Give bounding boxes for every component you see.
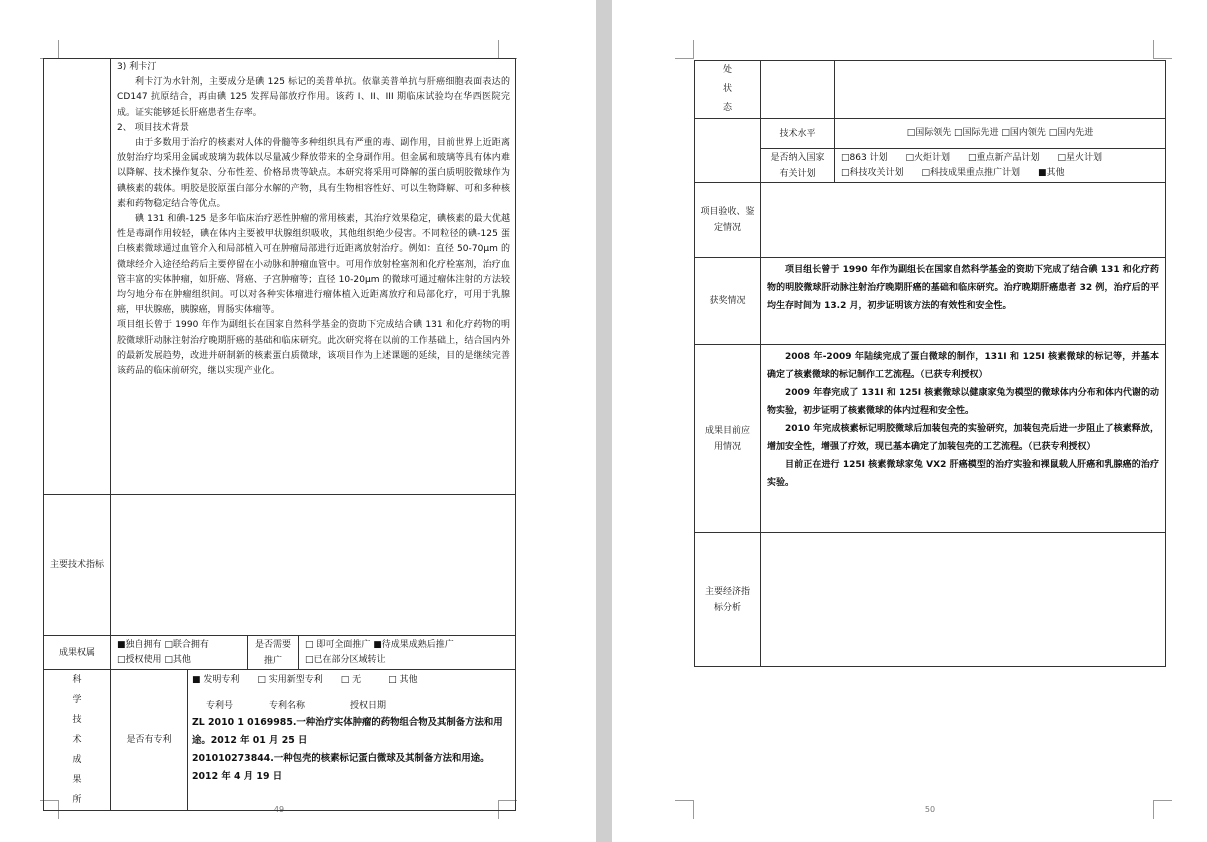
patent-types: ■ 发明专利 □ 实用新型专利 □ 无 □ 其他 — [192, 675, 418, 685]
drug-heading: 3) 利卡汀 — [117, 62, 157, 72]
background-heading: 2、 项目技术背景 — [117, 122, 190, 133]
plan-line-2: □科技攻关计划 □科技成果重点推广计划 ■其他 — [841, 167, 1065, 178]
ownership-line-1: ■独自拥有 □联合拥有 — [117, 639, 209, 650]
label-nat-plan: 是否纳入国家有关计划 — [761, 149, 835, 183]
label-awards: 获奖情况 — [695, 258, 761, 345]
awards-paragraph: 项目组长曾于 1990 年作为副组长在国家自然科学基金的资助下完成了结合碘 131 和化疗药物的明胶微球肝动脉注射治疗晚期肝癌的基础和临床研究。治疗晚期肝癌患者 32 例，治疗后的平均生存时间为 13.2 月，初步证明该方法的有效性和安全性。 — [767, 265, 1159, 311]
project-description — [111, 59, 516, 495]
location-status-a — [761, 61, 835, 119]
economic-value — [761, 533, 1166, 667]
page-gap — [596, 0, 612, 842]
promote-options — [299, 636, 516, 670]
application-paragraph-4: 目前正在进行 125I 核素微球家兔 VX2 肝癌模型的治疗实验和裸鼠载人肝癌和乳腺癌的治疗实验。 — [767, 460, 1159, 488]
application-value — [761, 345, 1166, 533]
promote-line-1: □ 即可全面推广 ■待成果成熟后推广 — [305, 639, 454, 650]
ownership-options — [111, 636, 248, 670]
document-page-left — [0, 0, 596, 842]
patent-entry-1: ZL 2010 1 0169985.一种治疗实体肿瘤的药物组合物及其制备方法和用途。2012 年 01 月 25 日 — [192, 717, 503, 746]
page-number: 49 — [273, 805, 285, 814]
patent-header: 专利号 专利名称 授权日期 — [206, 701, 387, 711]
label-tech-level: 技术水平 — [761, 119, 835, 149]
crop-mark — [675, 40, 694, 59]
page-number: 50 — [924, 805, 936, 814]
drug-paragraph: 利卡汀为水针剂，主要成分是碘 125 标记的美普单抗。依靠美普单抗与肝癌细胞表面表达的 CD147 抗原结合，再由碘 125 发挥局部放疗作用。该药 I、II、III 期临床试验均在华西医院完成。证实能够延长肝癌患者生存率。 — [117, 77, 510, 118]
tech-level-options: □国际领先 □国际先进 □国内领先 □国内先进 — [835, 119, 1166, 149]
location-status-b — [835, 61, 1166, 119]
crop-mark — [1153, 40, 1172, 59]
acceptance-value — [761, 183, 1166, 258]
patent-details — [188, 670, 516, 811]
promote-line-2: □已在部分区域转让 — [305, 654, 386, 665]
label-economic: 主要经济指标分析 — [695, 533, 761, 667]
plan-options — [835, 149, 1166, 183]
form-table-left — [43, 58, 516, 811]
crop-mark — [498, 40, 517, 59]
plan-line-1: □863 计划 □火炬计划 □重点新产品计划 □星火计划 — [841, 152, 1103, 163]
document-page-right — [612, 0, 1207, 842]
label-has-patent: 是否有专利 — [111, 670, 188, 811]
label-cell-empty — [44, 59, 111, 495]
label-sci-results: 科学技术成果所 — [44, 670, 111, 811]
application-paragraph-1: 2008 年-2009 年陆续完成了蛋白微球的制作，131I 和 125I 核素微球的标记等，并基本确定了核素微球的标记制作工艺流程。（已获专利授权） — [767, 352, 1159, 380]
background-paragraph-1: 由于多数用于治疗的核素对人体的骨髓等多种组织具有严重的毒、副作用，目前世界上近距离放射治疗均采用金属或玻璃为载体以尽量减少释放带来的全身副作用。但金属和玻璃等具有体内难以降解、技术操作复杂、分布性差、价格昂贵等缺点。本研究将采用可降解的蛋白质明胶微球作为碘核素的载体。明胶是胶原蛋白部分水解的产物，具有生物相容性好、可以生物降解、可和多种核素和药物稳定结合等优点。 — [117, 138, 510, 209]
label-acceptance: 项目验收、鉴定情况 — [695, 183, 761, 258]
ownership-line-2: □授权使用 □其他 — [117, 654, 191, 665]
crop-mark — [675, 800, 694, 819]
tech-indicators-value — [111, 495, 516, 636]
crop-mark — [40, 40, 59, 59]
label-cell-empty — [695, 119, 761, 183]
background-paragraph-3: 项目组长曾于 1990 年作为副组长在国家自然科学基金的资助下完成结合碘 131 和化疗药物的明胶微球肝动脉注射治疗晚期肝癌的基础和临床研究。此次研究将在以前的工作基础上，结合国内外的最新发展趋势，改进并研制新的核素蛋白质微球，该项目作为上述课题的延续，目的是继续完善该药品的临床前研究，继以实现产业化。 — [117, 320, 510, 377]
application-paragraph-2: 2009 年春完成了 131I 和 125I 核素微球以健康家兔为模型的微球体内分布和体内代谢的动物实验，初步证明了核素微球的体内过程和安全性。 — [767, 388, 1159, 416]
crop-mark — [1153, 800, 1172, 819]
awards-value — [761, 258, 1166, 345]
patent-entry-2: 201010273844.一种包壳的核素标记蛋白微球及其制备方法和用途。2012 年 4 月 19 日 — [192, 753, 490, 782]
label-promote: 是否需要推广 — [248, 636, 299, 670]
application-paragraph-3: 2010 年完成核素标记明胶微球后加装包壳的实验研究，加装包壳后进一步阻止了核素释放，增加安全性，增强了疗效，现已基本确定了加装包壳的工艺流程。（已获专利授权） — [767, 424, 1159, 452]
label-ownership: 成果权属 — [44, 636, 111, 670]
label-tech-indicators: 主要技术指标 — [44, 495, 111, 636]
label-application: 成果目前应用情况 — [695, 345, 761, 533]
form-table-right — [694, 60, 1166, 667]
label-location-status: 处状态 — [695, 61, 761, 119]
background-paragraph-2: 碘 131 和碘-125 是多年临床治疗恶性肿瘤的常用核素，其治疗效果稳定，碘核素的最大优越性是毒副作用较轻，碘在体内主要被甲状腺组织吸收，其他组织绝少侵害。不同粒径的碘-125 蛋白核素微球通过血管介入和局部植入可在肿瘤局部进行近距离放射治疗。例如：直径 50-70μm 的微球经介入途径给药后主要停留在小动脉和肿瘤血管中。可用作放射栓塞剂和化疗栓塞剂，治疗血管丰富的实体肿瘤，如肝癌、肾癌、子宫肿瘤等；直径 10-20μm 的微球可通过瘤体注射的方法较均匀地分布在肿瘤组织间。可以对各种实体瘤进行瘤体植入近距离放疗和局部化疗，可用于乳腺癌，甲状腺癌，胰腺癌，胃肠实体瘤等。 — [117, 214, 510, 316]
